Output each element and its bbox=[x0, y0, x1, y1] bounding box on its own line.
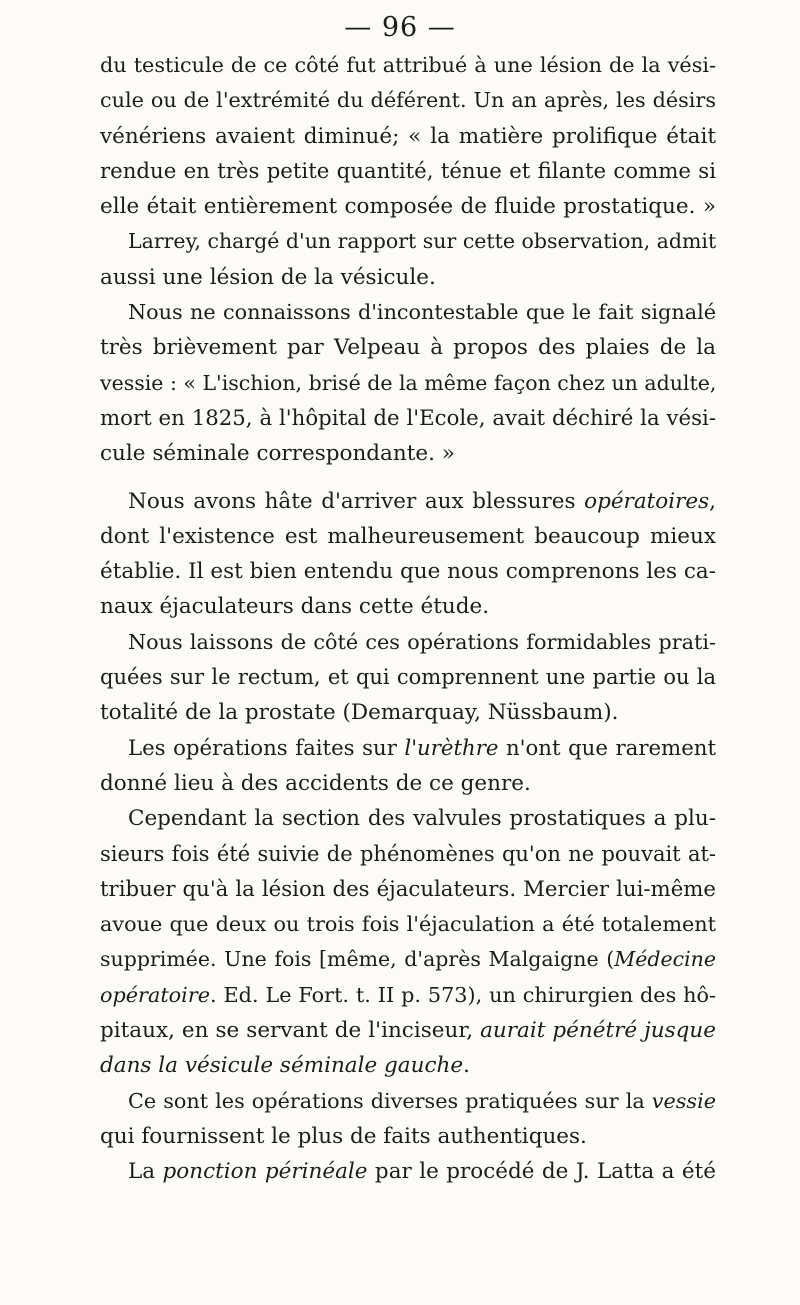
text-line: dont l'existence est malheureusement beaucoup mieux bbox=[100, 523, 716, 549]
text-line: très brièvement par Velpeau à propos des plaies de la bbox=[100, 335, 716, 361]
text-line: vessie : « L'ischion, brisé de la même façon chez un adulte, bbox=[100, 370, 717, 395]
text-line: mort en 1825, à l'hôpital de l'Ecole, avait déchiré la vési- bbox=[100, 405, 716, 431]
text-line: établie. Il est bien entendu que nous comprenons les ca- bbox=[100, 559, 716, 585]
text-line: Nous avons hâte d'arriver aux blessures opératoires, bbox=[128, 488, 716, 514]
text-line: tribuer qu'à la lésion des éjaculateurs. Mercier lui-même bbox=[100, 876, 716, 902]
text-line: du testicule de ce côté fut attribué à une lésion de la vési- bbox=[100, 53, 716, 77]
text-line: pitaux, en se servant de l'inciseur, aurait pénétré jusque bbox=[100, 1018, 716, 1044]
text-line: qui fournissent le plus de faits authentiques. bbox=[100, 1123, 587, 1149]
text-line: totalité de la prostate (Demarquay, Nüssbaum). bbox=[100, 700, 619, 726]
text-line: cule ou de l'extrémité du déférent. Un an après, les désirs bbox=[100, 88, 716, 113]
page-number: — 96 — bbox=[344, 12, 456, 43]
text-line: quées sur le rectum, et qui comprennent une partie ou la bbox=[100, 665, 716, 690]
text-line: rendue en très petite quantité, ténue et filante comme si bbox=[100, 158, 716, 184]
text-line: opératoire. Ed. Le Fort. t. II p. 573), un chirurgien des hô- bbox=[100, 982, 716, 1007]
text-line: Cependant la section des valvules prostatiques a plu- bbox=[128, 806, 716, 832]
text-line: avoue que deux ou trois fois l'éjaculation a été totalement bbox=[100, 912, 716, 937]
body-text bbox=[100, 48, 716, 1190]
text-line: donné lieu à des accidents de ce genre. bbox=[100, 770, 531, 796]
text-line: La ponction périnéale par le procédé de J. Latta a été bbox=[128, 1159, 716, 1185]
text-line: Les opérations faites sur l'urèthre n'ont que rarement bbox=[128, 735, 717, 761]
text-line: Nous laissons de côté ces opérations formidables prati- bbox=[128, 629, 716, 654]
text-line: sieurs fois été suivie de phénomènes qu'on ne pouvait at- bbox=[100, 841, 716, 866]
text-line: aussi une lésion de la vésicule. bbox=[100, 264, 436, 290]
text-line: vénériens avaient diminué; « la matière prolifique était bbox=[100, 123, 716, 149]
text-line: elle était entièrement composée de fluide prostatique. » bbox=[100, 194, 716, 220]
text-line: cule séminale correspondante. » bbox=[100, 441, 455, 467]
text-line: naux éjaculateurs dans cette étude. bbox=[100, 594, 490, 620]
text-line: Ce sont les opérations diverses pratiquées sur la vessie bbox=[128, 1088, 716, 1113]
text-line: Nous ne connaissons d'incontestable que le fait signalé bbox=[128, 300, 716, 325]
text-line: dans la vésicule séminale gauche. bbox=[100, 1053, 470, 1079]
text-line: supprimée. Une fois [même, d'après Malgaigne (Médecine bbox=[100, 947, 716, 972]
paragraph-gap bbox=[100, 472, 716, 484]
text-line: Larrey, chargé d'un rapport sur cette observation, admit bbox=[128, 229, 717, 254]
